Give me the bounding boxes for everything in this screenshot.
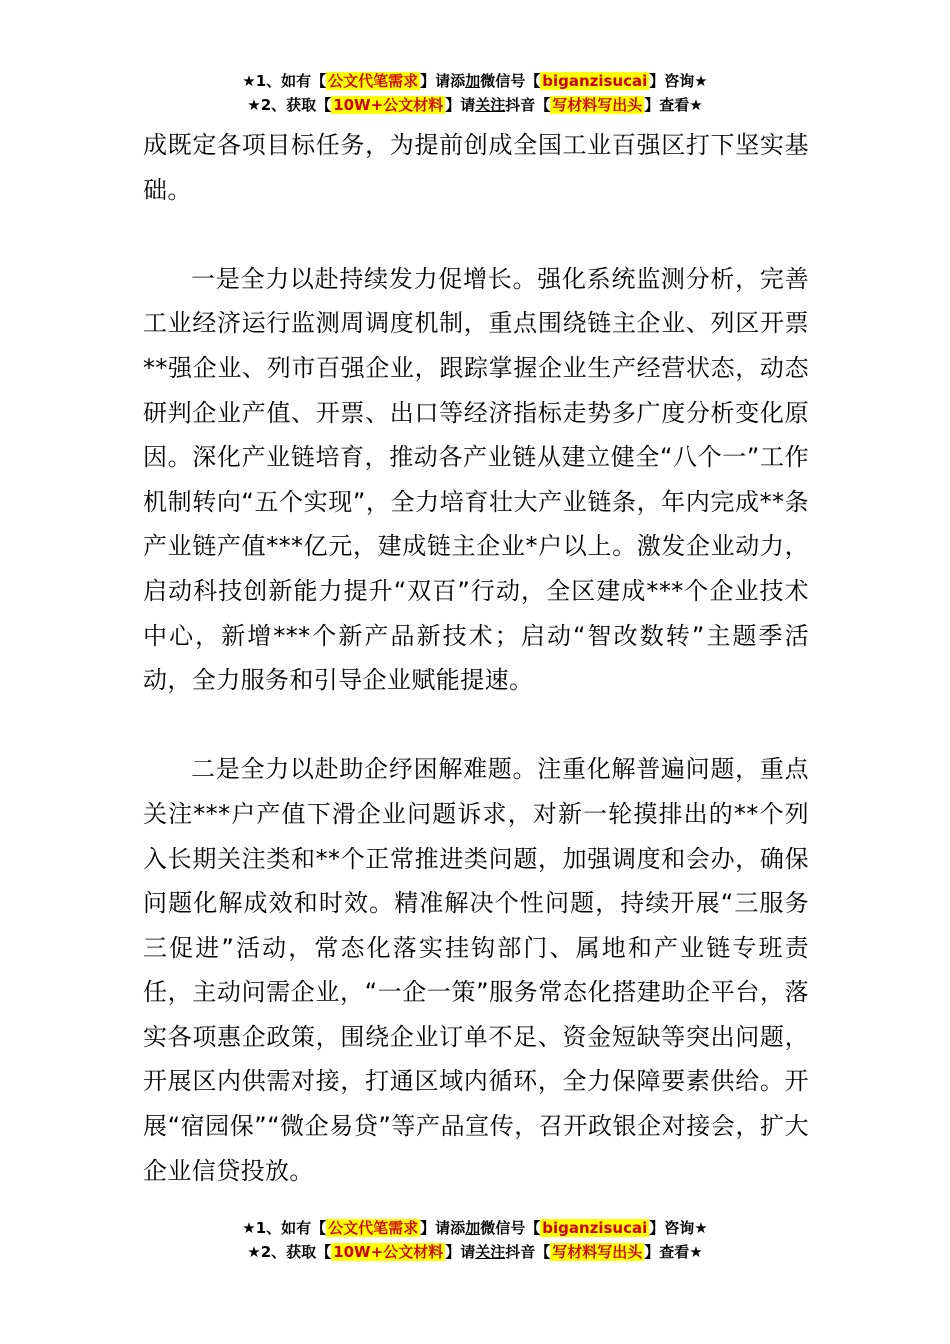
banner-text: ★2、获取【 (247, 96, 332, 114)
banner-line-2 (0, 1240, 950, 1264)
highlight-service: 公文代笔需求 (328, 1219, 419, 1237)
highlight-materials: 10W+公文材料 (333, 96, 444, 114)
banner-text: 】请 (445, 1243, 476, 1261)
banner-text: 】请 (445, 96, 476, 114)
banner-text: ★1、如有【 (242, 72, 327, 90)
document-body (143, 123, 809, 1193)
paragraph-growth: 一是全力以赴持续发力促增长。强化系统监测分析，完善工业经济运行监测周调度机制，重点围绕链主企业、列区开票**强企业、列市百强企业，跟踪掌握企业生产经营状态，动态研判企业产值、开票、出口等经济指标走势多广度分析变化原因。深化产业链培育，推动各产业链从建立健全“八个一”工作机制转向“五个实现”，全力培育壮大产业链条，年内完成**条产业链产值***亿元，建成链主企业*户以上。激发企业动力，启动科技创新能力提升“双百”行动，全区建成***个企业技术中心，新增***个新产品新技术；启动“智改数转”主题季活动，全力服务和引导企业赋能提速。 (143, 264, 809, 695)
banner-line-1 (0, 69, 950, 93)
banner-underlined-text: 关注 (475, 96, 506, 114)
banner-text: 】请添 (420, 1219, 466, 1237)
banner-text: 抖音【 (505, 1243, 551, 1261)
highlight-service: 公文代笔需求 (328, 72, 419, 90)
banner-text: ★2、获取【 (247, 1243, 332, 1261)
banner-line-2 (0, 93, 950, 117)
paragraph-relief: 二是全力以赴助企纾困解难题。注重化解普遍问题，重点关注***户产值下滑企业问题诉求，对新一轮摸排出的**个列入长期关注类和**个正常推进类问题，加强调度和会办，确保问题化解成效和时效。精准解决个性问题，持续开展“三服务三促进”活动，常态化落实挂钩部门、属地和产业链专班责任，主动问需企业，“一企一策”服务常态化搭建助企平台，落实各项惠企政策，围绕企业订单不足、资金短缺等突出问题，开展区内供需对接，打通区域内循环，全力保障要素供给。开展“宿园保”“微企易贷”等产品宣传，召开政银企对接会，扩大企业信贷投放。 (143, 755, 809, 1185)
banner-line-1 (0, 1216, 950, 1240)
banner-text: 】咨询★ (649, 1219, 708, 1237)
highlight-wechat-id: biganzisucai (542, 1219, 648, 1237)
banner-underlined-text: 关注 (475, 1243, 506, 1261)
highlight-materials: 10W+公文材料 (333, 1243, 444, 1261)
highlight-wechat-id: biganzisucai (542, 72, 648, 90)
highlight-douyin-account: 写材料写出头 (552, 1243, 643, 1261)
header-banner (0, 69, 950, 117)
banner-text: 】请添 (420, 72, 466, 90)
banner-text: 微信号【 (480, 1219, 541, 1237)
highlight-douyin-account: 写材料写出头 (552, 96, 643, 114)
banner-text: 】咨询★ (649, 72, 708, 90)
banner-text: ★1、如有【 (242, 1219, 327, 1237)
banner-text: 】查看★ (644, 96, 703, 114)
banner-text: 】查看★ (644, 1243, 703, 1261)
banner-underlined-text: 加 (465, 1219, 481, 1237)
paragraph-continuation: 成既定各项目标任务，为提前创成全国工业百强区打下坚实基础。 (143, 131, 809, 204)
footer-banner (0, 1216, 950, 1264)
banner-text: 微信号【 (480, 72, 541, 90)
banner-underlined-text: 加 (465, 72, 481, 90)
banner-text: 抖音【 (505, 96, 551, 114)
